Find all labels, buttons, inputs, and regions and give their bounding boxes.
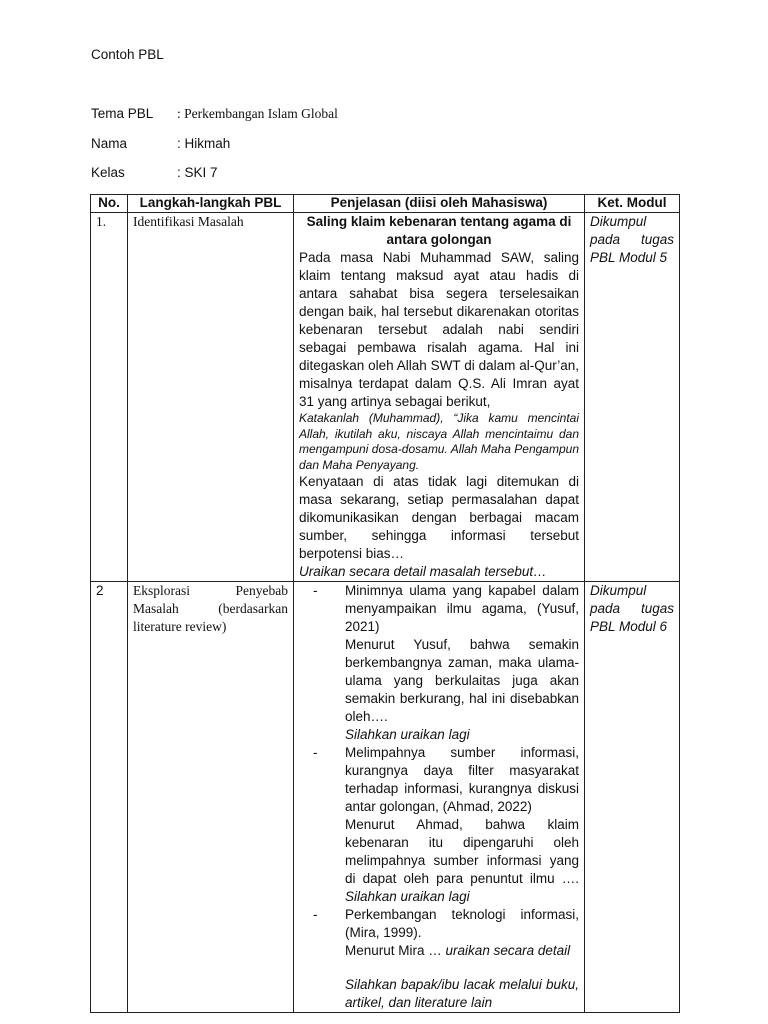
quran-quote: Katakanlah (Muhammad), “Jika kamu mencintai Allah, ikutilah aku, niscaya Allah mencintaimu dan mengampuni dosa-dosamu. Allah Maha Pengampun dan Maha Penyayang.	[299, 411, 579, 472]
table-header-row	[91, 195, 680, 213]
cause-text: Perkembangan teknologi informasi, (Mira, 1999).	[345, 907, 579, 940]
step-label: Identifikasi Masalah	[128, 213, 294, 582]
cause-list	[299, 582, 579, 636]
document-title: Contoh PBL	[91, 47, 164, 62]
meta-row-kelas	[91, 165, 218, 180]
cause-text: Melimpahnya sumber informasi, kurangnya daya filter masyarakat terhadap informasi, kurangnya diskusi antar golongan, (Ahmad, 2022)	[345, 745, 579, 814]
step-label: Eksplorasi Penyebab Masalah (berdasarkan literature review)	[128, 582, 294, 1013]
table-row	[91, 213, 680, 582]
description-title: Saling klaim kebenaran tentang agama di antara golongan	[306, 214, 572, 247]
row-number: 2	[91, 582, 128, 1013]
pbl-table	[90, 194, 680, 1013]
cause-list	[299, 744, 579, 816]
description-cell	[294, 582, 585, 1013]
description-paragraph-2: Kenyataan di atas tidak lagi ditemukan di masa sekarang, setiap permasalahan dapat dikomunikasikan dengan berbagai macam sumber, sehingga informasi tersebut berpotensi bias…	[299, 474, 579, 561]
row-number: 1.	[91, 213, 128, 582]
cause-explanation: Menurut Yusuf, bahwa semakin berkembangnya zaman, maka ulama-ulama yang berkulaitas juga akan semakin berkurang, hal ini disebabkan oleh….	[345, 637, 579, 724]
module-note: Dikumpul pada tugas PBL Modul 6	[585, 582, 680, 1013]
description-cell	[294, 213, 585, 582]
description-paragraph: Pada masa Nabi Muhammad SAW, saling klaim tentang maksud ayat atau hadis di antara sahabat bisa segera terselesaikan dengan baik, hal tersebut dikarenakan otoritas kebenaran tersebut adalah nabi sendiri sebagai pembawa risalah agama. Hal ini ditegaskan oleh Allah SWT di dalam al-Qur’an, misalnya terdapat dalam Q.S. Ali Imran ayat 31 yang artinya sebagai berikut,	[299, 250, 579, 409]
cause-note: Silahkan uraikan lagi	[345, 727, 470, 742]
module-note: Dikumpul pada tugas PBL Modul 5	[585, 213, 680, 582]
bullet-dash: -	[313, 583, 318, 598]
cause-note: Silahkan uraikan lagi	[345, 889, 470, 904]
cause-note: uraikan secara detail	[445, 943, 571, 958]
header-penjelasan: Penjelasan (diisi oleh Mahasiswa)	[294, 195, 585, 213]
meta-row-tema	[91, 106, 338, 122]
closing-note: Silahkan bapak/ibu lacak melalui buku, artikel, dan literature lain	[345, 977, 579, 1010]
spacer	[299, 960, 579, 976]
cause-explanation	[299, 942, 579, 960]
header-no: No.	[91, 195, 128, 213]
meta-row-nama	[91, 136, 230, 151]
header-langkah: Langkah-langkah PBL	[128, 195, 294, 213]
cause-text: Minimnya ulama yang kapabel dalam menyampaikan ilmu agama, (Yusuf, 2021)	[345, 583, 579, 634]
tema-value: : Perkembangan Islam Global	[177, 106, 338, 121]
cause-explanation-text: Menurut Mira …	[345, 943, 442, 958]
table-row	[91, 582, 680, 1013]
cause-list	[299, 906, 579, 942]
list-item	[299, 582, 579, 636]
bullet-dash: -	[313, 745, 318, 760]
nama-value: : Hikmah	[177, 136, 231, 151]
list-item	[299, 906, 579, 942]
cause-explanation-text: Menurut Ahmad, bahwa klaim kebenaran itu dipengaruhi oleh melimpahnya sumber informasi yang di dapat oleh para penuntut ilmu ….	[345, 817, 579, 886]
bullet-dash: -	[313, 907, 318, 922]
nama-label: Nama	[91, 136, 128, 151]
cause-explanation	[299, 816, 579, 906]
kelas-label: Kelas	[91, 165, 125, 180]
kelas-value: : SKI 7	[177, 165, 218, 180]
header-ket-modul: Ket. Modul	[585, 195, 680, 213]
description-note: Uraikan secara detail masalah tersebut…	[299, 564, 547, 579]
tema-label: Tema PBL	[91, 106, 154, 121]
list-item	[299, 744, 579, 816]
